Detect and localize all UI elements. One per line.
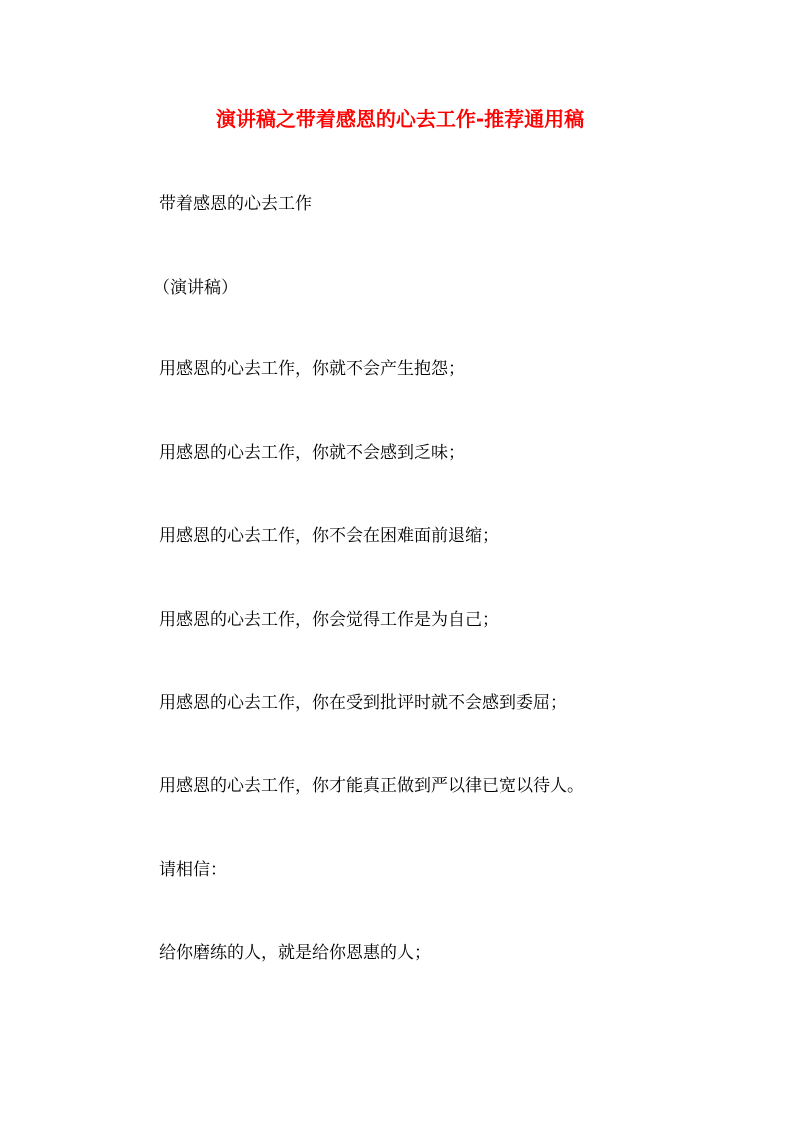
paragraph-line: 用感恩的心去工作，你就不会感到乏味； — [159, 443, 465, 463]
paragraph-line: 用感恩的心去工作，你就不会产生抱怨； — [159, 359, 465, 379]
document-title: 演讲稿之带着感恩的心去工作-推荐通用稿 — [215, 107, 585, 131]
paragraph-genre-note: （演讲稿） — [153, 278, 238, 298]
paragraph-line: 给你磨练的人，就是给你恩惠的人； — [159, 943, 431, 963]
paragraph-line: 请相信： — [159, 860, 227, 880]
paragraph-line: 用感恩的心去工作，你在受到批评时就不会感到委屈； — [159, 693, 567, 713]
paragraph-line: 用感恩的心去工作，你才能真正做到严以律已宽以待人。 — [159, 776, 584, 796]
paragraph-line: 用感恩的心去工作，你会觉得工作是为自己； — [159, 610, 499, 630]
paragraph-line: 用感恩的心去工作，你不会在困难面前退缩； — [159, 526, 499, 546]
paragraph-subtitle: 带着感恩的心去工作 — [159, 194, 312, 214]
